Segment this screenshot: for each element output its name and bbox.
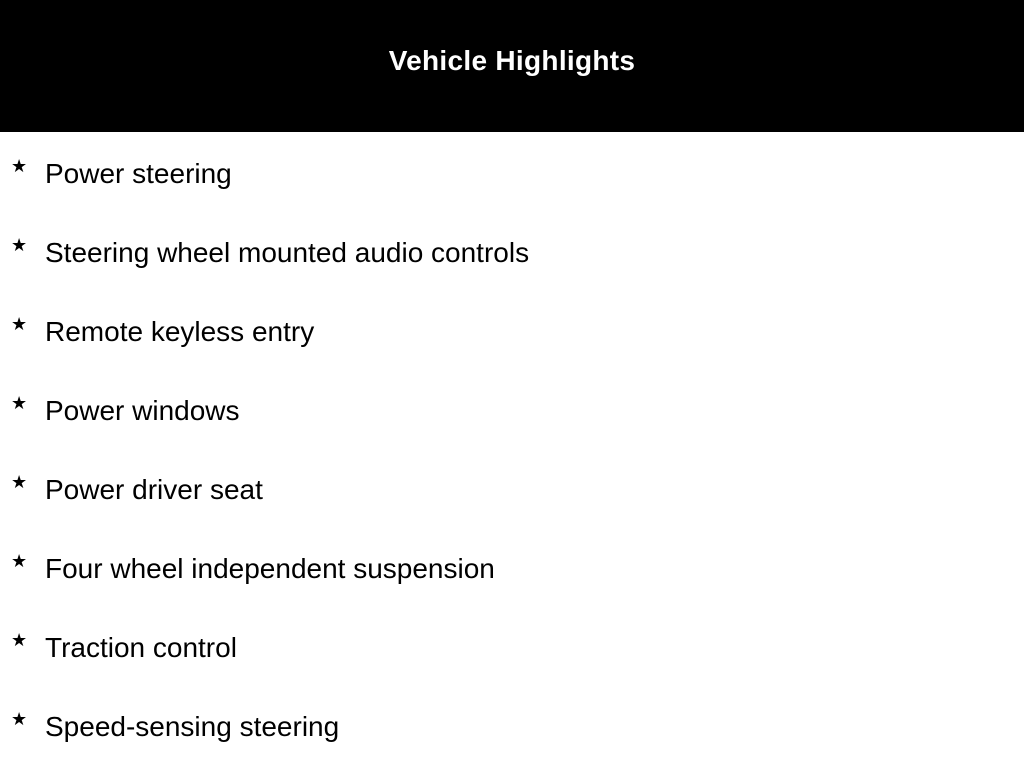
page-title: Vehicle Highlights bbox=[388, 45, 636, 76]
star-icon: ★ bbox=[11, 235, 28, 256]
list-item-label: Remote keyless entry bbox=[45, 316, 315, 347]
list-item-label: Power driver seat bbox=[45, 474, 263, 505]
star-icon: ★ bbox=[11, 393, 28, 414]
star-icon: ★ bbox=[11, 551, 28, 572]
list-item-label: Four wheel independent suspension bbox=[45, 553, 495, 584]
star-icon: ★ bbox=[11, 314, 28, 335]
list-item-label: Power steering bbox=[45, 158, 232, 189]
list-item-label: Power windows bbox=[45, 395, 240, 426]
star-icon: ★ bbox=[11, 630, 28, 651]
star-icon: ★ bbox=[11, 472, 28, 493]
list-item-label: Traction control bbox=[45, 632, 237, 663]
list-item-label: Speed-sensing steering bbox=[45, 711, 340, 742]
list-item-label: Steering wheel mounted audio controls bbox=[45, 237, 530, 268]
star-icon: ★ bbox=[11, 156, 28, 177]
star-icon: ★ bbox=[11, 709, 28, 730]
header-bar bbox=[0, 0, 1024, 132]
